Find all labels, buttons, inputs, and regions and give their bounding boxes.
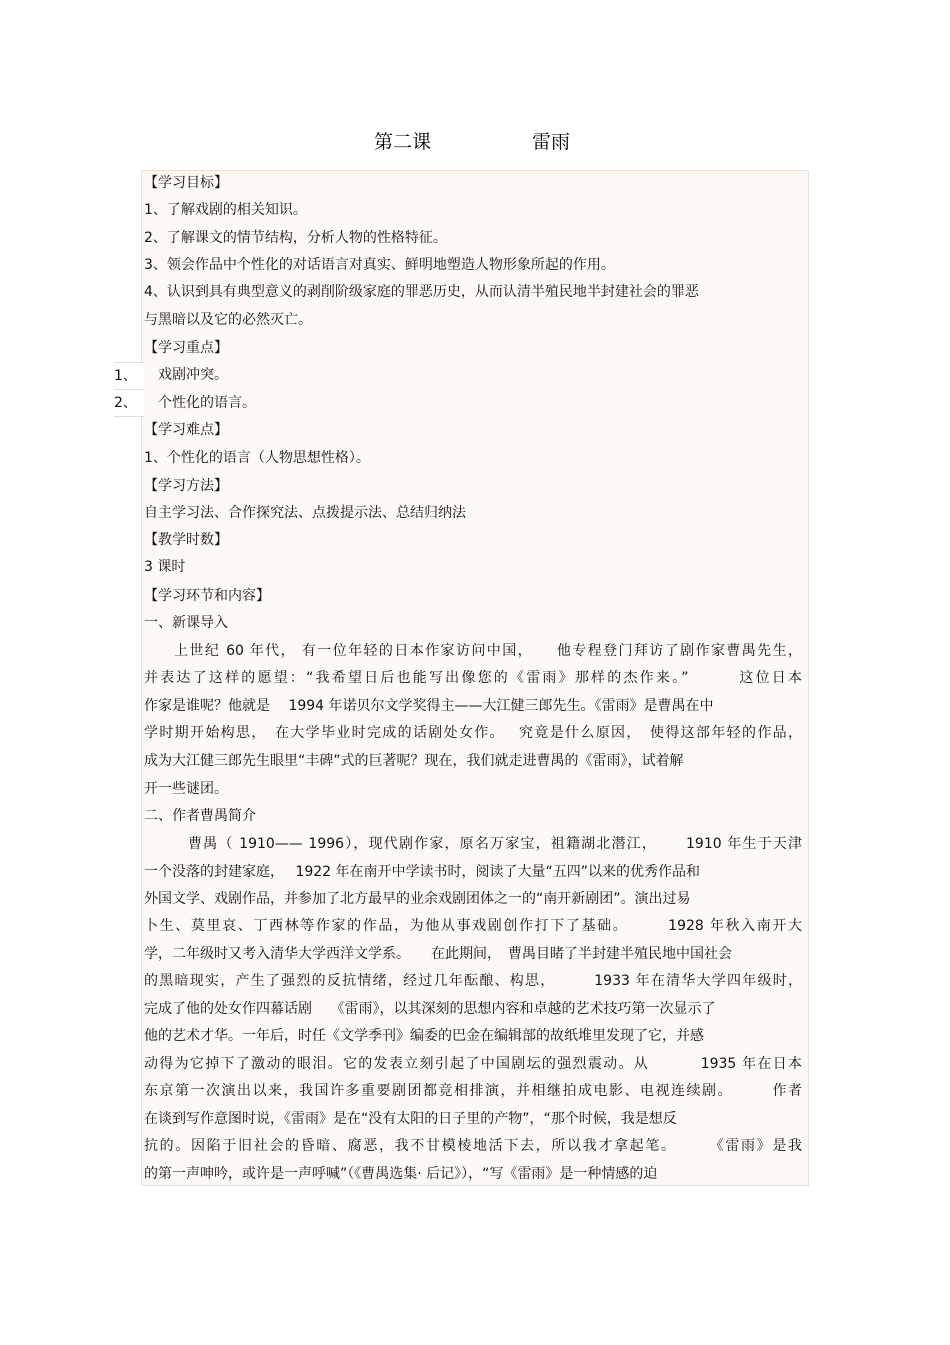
heading-key-points: 【学习重点】 (144, 340, 228, 356)
lesson-number: 第二课 (374, 131, 432, 153)
intro-line-5: 成为大江健三郎先生眼里“丰碑”式的巨著呢？现在，我们就走进曹禺的《雷雨》，试着解 (144, 753, 684, 769)
author-line-1: 曹禺（ 1910—— 1996），现代剧作家，原名万家宝，祖籍湖北潜江， 1910 年生于天津 (188, 836, 802, 852)
section-1-title: 一、新课导入 (144, 615, 228, 631)
author-line-9: 动得为它掉下了激动的眼泪。它的发表立刻引起了中国剧坛的强烈震动。从 1935 年在日本 (144, 1056, 802, 1072)
heading-hours: 【教学时数】 (144, 532, 228, 548)
heading-methods: 【学习方法】 (144, 478, 228, 494)
methods-text: 自主学习法、合作探究法、点拨提示法、总结归纳法 (144, 505, 466, 521)
key-point-2-text: 个性化的语言。 (158, 395, 256, 411)
page-title (0, 128, 950, 156)
author-line-13: 的第一声呻吟，或许是一声呼喊”（《曹禺选集· 后记》），“写《雷雨》是一种情感的迫 (144, 1166, 658, 1182)
goal-4-line-1: 4、认识到具有典型意义的剥削阶级家庭的罪恶历史，从而认清半殖民地半封建社会的罪恶 (144, 284, 699, 300)
heading-goals: 【学习目标】 (144, 175, 228, 191)
intro-line-4: 学时期开始构思， 在大学毕业时完成的话剧处女作。 究竟是什么原因， 使得这部年轻的作品， (144, 725, 802, 741)
author-line-11: 在谈到写作意图时说，《雷雨》是在“没有太阳的日子里的产物”，“那个时候，我是想反 (144, 1111, 677, 1127)
key-point-2-number: 2、 (114, 389, 144, 417)
author-line-8: 他的艺术才华。一年后，时任《文学季刊》编委的巴金在编辑部的故纸堆里发现了它，并感 (144, 1028, 704, 1044)
author-line-2: 一个没落的封建家庭， 1922 年在南开中学读书时，阅读了大量“五四”以来的优秀作品和 (144, 864, 701, 880)
intro-line-1: 上世纪 60 年代， 有一位年轻的日本作家访问中国， 他专程登门拜访了剧作家曹禺先生， (174, 643, 802, 659)
author-line-7: 完成了他的处女作四幕话剧 《雷雨》，以其深刻的思想内容和卓越的艺术技巧第一次显示了 (144, 1001, 716, 1017)
intro-line-2: 并表达了这样的愿望：“我希望日后也能写出像您的《雷雨》那样的杰作来。” 这位日本 (144, 670, 802, 686)
goal-2: 2、了解课文的情节结构，分析人物的性格特征。 (144, 230, 447, 246)
heading-content: 【学习环节和内容】 (144, 588, 270, 604)
intro-line-6: 开一些谜团。 (144, 781, 228, 797)
author-line-10: 东京第一次演出以来，我国许多重要剧团都竞相排演，并相继拍成电影、电视连续剧。 作者 (144, 1083, 802, 1099)
goal-3: 3、领会作品中个性化的对话语言对真实、鲜明地塑造人物形象所起的作用。 (144, 257, 615, 273)
author-line-4: 卜生、莫里哀、丁西林等作家的作品，为他从事戏剧创作打下了基础。 1928 年秋入南开大 (144, 918, 802, 934)
author-line-3: 外国文学、戏剧作品，并参加了北方最早的业余戏剧团体之一的“南开新剧团”。演出过易 (144, 891, 691, 907)
goal-4-line-2: 与黑暗以及它的必然灭亡。 (144, 312, 312, 328)
intro-line-3: 作家是谁呢？他就是 1994 年诺贝尔文学奖得主——大江健三郎先生。《雷雨》是曹禺在中 (144, 698, 714, 714)
author-line-6: 的黑暗现实，产生了强烈的反抗情绪，经过几年酝酿、构思， 1933 年在清华大学四年级时， (144, 973, 802, 989)
difficulty-1: 1、个性化的语言（人物思想性格）。 (144, 450, 370, 466)
section-2-title: 二、作者曹禺简介 (144, 808, 256, 824)
goal-1: 1、了解戏剧的相关知识。 (144, 202, 307, 218)
hours-text: 3 课时 (144, 559, 186, 575)
lesson-title: 雷雨 (532, 131, 571, 153)
heading-difficulties: 【学习难点】 (144, 422, 228, 438)
key-point-1-text: 戏剧冲突。 (158, 367, 228, 383)
key-point-1-number: 1、 (114, 362, 144, 389)
author-line-12: 抗的。因陷于旧社会的昏暗、腐恶，我不甘模棱地活下去，所以我才拿起笔。 《雷雨》是我 (144, 1138, 802, 1154)
author-line-5: 学，二年级时又考入清华大学西洋文学系。 在此期间， 曹禺目睹了半封建半殖民地中国社会 (144, 946, 732, 962)
